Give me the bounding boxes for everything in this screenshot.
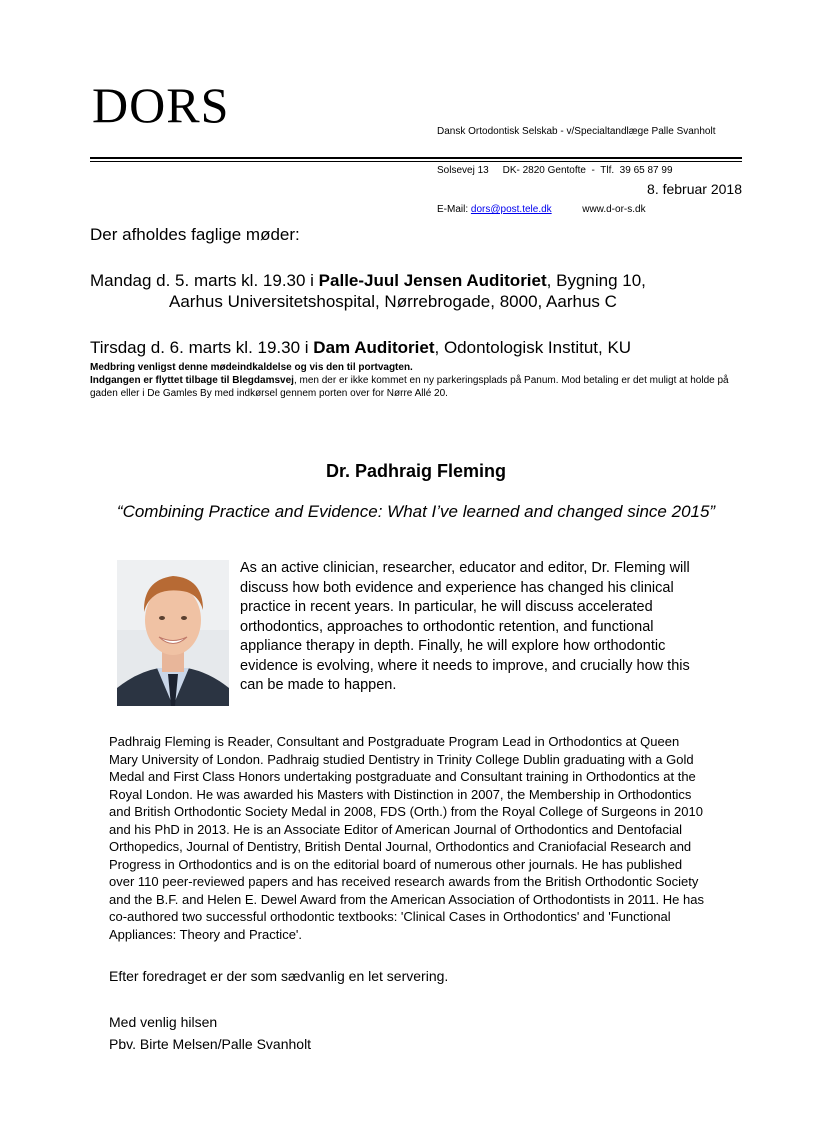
closing-greeting: Med venlig hilsen: [109, 1014, 218, 1030]
signature: Pbv. Birte Melsen/Palle Svanholt: [109, 1036, 312, 1052]
dors-logo: DORS: [92, 77, 230, 133]
meeting-aarhus-venue: Palle-Juul Jensen Auditoriet: [318, 271, 547, 290]
website-text: www.d-or-s.dk: [582, 204, 646, 215]
meeting-aarhus: [90, 269, 646, 292]
meeting-copenhagen-venue: Dam Auditoriet: [313, 338, 435, 357]
speaker-photo: [117, 560, 229, 706]
org-address: Solsevej 13 DK- 2820 Gentofte - Tlf. 39 65 87 99: [437, 165, 673, 176]
note-bring-invitation: Medbring venligst denne mødeindkaldelse og vis den til portvagten.: [90, 362, 413, 373]
talk-title: “Combining Practice and Evidence: What I’ve learned and changed since 2015”: [116, 502, 716, 521]
meeting-aarhus-building: , Bygning 10,: [546, 271, 646, 290]
talk-abstract: As an active clinician, researcher, educator and editor, Dr. Fleming will discuss how both evidence and experience has changed his clinical practice in recent years. In particular, he will discuss accelerated orthodontics, approaches to orthodontic retention, and functional appliance therapy in depth. Finally, he will explore how orthodontic evidence is evolving, where it needs to improve, and crucially how this can be made to happen.: [240, 560, 690, 693]
letter-date: 8. februar 2018: [647, 181, 742, 197]
email-link[interactable]: dors@post.tele.dk: [470, 204, 552, 215]
meeting-copenhagen: [90, 338, 631, 358]
meeting-copenhagen-time: Tirsdag d. 6. marts kl. 19.30 i: [90, 338, 314, 357]
note-parking: , men der er ikke kommet en ny parkeringsplads på Panum. Mod betaling er det muligt at holde på gaden eller i De Gamles By med indkørsel gennem porten over for Nørre Allé 20.: [90, 375, 729, 399]
header-rule-thick: [90, 157, 742, 159]
meeting-copenhagen-institute: , Odontologisk Institut, KU: [434, 338, 632, 357]
header-contact-info: [437, 99, 715, 229]
header-rule-thin: [90, 161, 742, 162]
meeting-aarhus-time: Mandag d. 5. marts kl. 19.30 i: [90, 271, 319, 290]
intro-text: Der afholdes faglige møder:: [90, 225, 300, 244]
org-name: Dansk Ortodontisk Selskab - v/Specialtandlæge Palle Svanholt: [437, 126, 716, 137]
note-entrance: Indgangen er flyttet tilbage til Blegdamsvej: [90, 375, 294, 386]
refreshments-note: Efter foredraget er der som sædvanlig en let servering.: [109, 968, 449, 984]
speaker-biography: Padhraig Fleming is Reader, Consultant and Postgraduate Program Lead in Orthodontics at Queen Mary University of London. Padhraig studied Dentistry in Trinity College Dublin graduating with a Gold Medal and First Class Honors undertaking postgraduate and Consultant training in Orthodontics at the Royal London. He was awarded his Masters with Distinction in 2007, the Membership in Orthodontics and British Orthodontic Society Medal in 2008, FDS (Orth.) from the Royal College of Surgeons in 2010 and his PhD in 2013. He is an Associate Editor of American Journal of Orthodontics and Dentofacial Orthopedics, Journal of Dentistry, British Dental Journal, Orthodontics and Craniofacial Research and Progress in Orthodontics and is on the editorial board of numerous other journals. He has published over 110 peer-reviewed papers and has received research awards from the British Orthodontic Society and the B.F. and Helen E. Dewel Award from the American Association of Orthodontists in 2011. He has co-authored two successful orthodontic textbooks: 'Clinical Cases in Orthodontics' and 'Functional Appliances: Theory and Practice'.: [109, 734, 704, 942]
email-label: E-Mail:: [437, 204, 471, 215]
practical-notes: [90, 361, 750, 400]
speaker-name: Dr. Padhraig Fleming: [325, 461, 507, 481]
meeting-aarhus-address: Aarhus Universitetshospital, Nørrebrogade, 8000, Aarhus C: [169, 292, 617, 311]
note-entrance-parking: [90, 374, 750, 400]
contact-line: [437, 203, 715, 216]
